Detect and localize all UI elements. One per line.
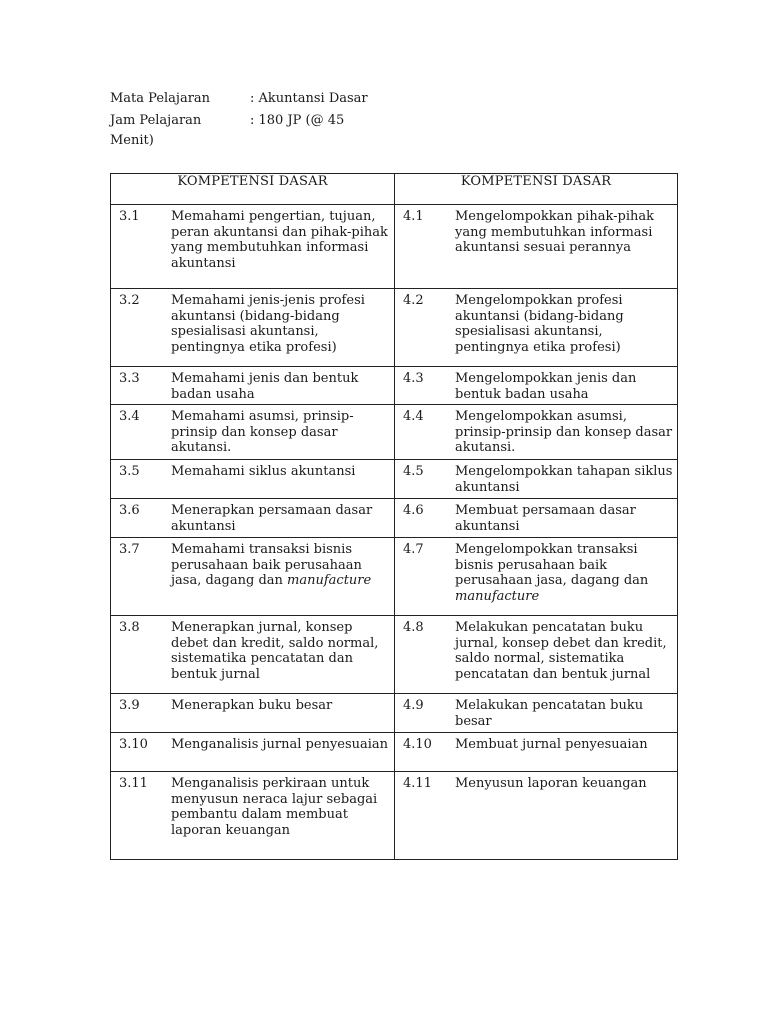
- col-header-right: KOMPETENSI DASAR: [395, 174, 678, 205]
- table-body: [111, 205, 678, 860]
- table-row: [111, 460, 678, 499]
- kd3-number: 3.1: [119, 209, 140, 224]
- kd4-number: 4.8: [403, 620, 424, 635]
- hours-value: : 180 JP (@ 45: [250, 113, 345, 128]
- kd4-text-block: [455, 776, 673, 792]
- kd3-text-block: [171, 293, 390, 355]
- table-row: [111, 367, 678, 405]
- kd3-cell: [111, 733, 395, 772]
- kd4-text: Mengelompokkan transaksi bisnis perusahaan baik perusahaan jasa, dagang dan: [455, 542, 649, 588]
- kd3-cell: [111, 289, 395, 367]
- kd4-text: Mengelompokkan profesi akuntansi (bidang-bidang spesialisasi akuntansi, pentingnya etika profesi): [455, 293, 624, 355]
- kd4-number: 4.6: [403, 503, 424, 518]
- kd3-text: Memahami siklus akuntansi: [171, 464, 356, 479]
- kd3-text: Menerapkan buku besar: [171, 698, 333, 713]
- table-row: [111, 289, 678, 367]
- kd3-text: Menerapkan jurnal, konsep debet dan kredit, saldo normal, sistematika pencatatan dan bentuk jurnal: [171, 620, 379, 682]
- kd4-text: Mengelompokkan jenis dan bentuk badan usaha: [455, 371, 637, 402]
- kd4-text-block: [455, 620, 673, 682]
- kd4-text: Menyusun laporan keuangan: [455, 776, 647, 791]
- kd3-number: 3.3: [119, 371, 140, 386]
- kd3-text-block: [171, 776, 390, 838]
- col-header-left: KOMPETENSI DASAR: [111, 174, 395, 205]
- kd4-text-block: [455, 464, 673, 495]
- kd4-cell: [395, 694, 678, 733]
- kd3-cell: [111, 616, 395, 694]
- kd4-text: Melakukan pencatatan buku jurnal, konsep debet dan kredit, saldo normal, sistematika pencatatan dan bentuk jurnal: [455, 620, 667, 682]
- kd4-text: Mengelompokkan asumsi, prinsip-prinsip dan konsep dasar akutansi.: [455, 409, 673, 455]
- kd3-text: Menganalisis jurnal penyesuaian: [171, 737, 389, 752]
- kd3-cell: [111, 405, 395, 460]
- kd4-text-block: [455, 542, 673, 604]
- subject-label: Mata Pelajaran: [110, 91, 211, 106]
- kd3-text-block: [171, 698, 390, 714]
- kd4-cell: [395, 772, 678, 860]
- table-header-row: [111, 174, 678, 205]
- kd4-cell: [395, 616, 678, 694]
- kd4-text-block: [455, 737, 673, 753]
- kd3-cell: [111, 205, 395, 289]
- kd4-cell: [395, 460, 678, 499]
- kd4-text-block: [455, 371, 673, 402]
- kd4-text: Melakukan pencatatan buku besar: [455, 698, 644, 729]
- kd3-cell: [111, 772, 395, 860]
- kd4-number: 4.11: [403, 776, 432, 791]
- kd3-number: 3.11: [119, 776, 148, 791]
- kd3-cell: [111, 694, 395, 733]
- kd4-text-block: [455, 503, 673, 534]
- kd3-text-block: [171, 542, 390, 589]
- kd3-text-block: [171, 464, 390, 480]
- kd3-text-block: [171, 503, 390, 534]
- kd4-cell: [395, 538, 678, 616]
- kd4-cell: [395, 367, 678, 405]
- table-row: [111, 538, 678, 616]
- kd3-text-block: [171, 209, 390, 271]
- kd4-number: 4.1: [403, 209, 424, 224]
- hours-value-continued: Menit): [110, 133, 154, 148]
- document-header: [110, 91, 410, 149]
- kd4-text-block: [455, 409, 673, 456]
- kd4-cell: [395, 733, 678, 772]
- kd3-number: 3.2: [119, 293, 140, 308]
- table-row: [111, 499, 678, 538]
- hours-row: [110, 113, 410, 135]
- kd3-number: 3.7: [119, 542, 140, 557]
- kd3-text: Memahami transaksi bisnis perusahaan baik perusahaan jasa, dagang dan: [171, 542, 362, 588]
- kd3-number: 3.6: [119, 503, 140, 518]
- kd3-cell: [111, 367, 395, 405]
- table-row: [111, 205, 678, 289]
- kd3-cell: [111, 460, 395, 499]
- kd3-text: Memahami asumsi, prinsip-prinsip dan konsep dasar akutansi.: [171, 409, 354, 455]
- kd4-italic-term: manufacture: [455, 588, 540, 604]
- table-row: [111, 772, 678, 860]
- kd4-cell: [395, 405, 678, 460]
- kd3-text: Menerapkan persamaan dasar akuntansi: [171, 503, 373, 534]
- kd3-italic-term: manufacture: [287, 573, 372, 588]
- kd4-text-block: [455, 293, 673, 355]
- kd3-text-block: [171, 620, 390, 682]
- kd3-number: 3.9: [119, 698, 140, 713]
- kd3-number: 3.5: [119, 464, 140, 479]
- kd4-text-block: [455, 209, 673, 256]
- kd4-text: Membuat jurnal penyesuaian: [455, 737, 648, 752]
- kd4-number: 4.7: [403, 542, 424, 557]
- kd3-number: 3.8: [119, 620, 140, 635]
- kd3-text: Memahami jenis dan bentuk badan usaha: [171, 371, 359, 402]
- kd4-text-block: [455, 698, 673, 729]
- kd4-number: 4.2: [403, 293, 424, 308]
- kd3-cell: [111, 538, 395, 616]
- competency-table: [110, 173, 678, 860]
- kd3-number: 3.10: [119, 737, 148, 752]
- subject-value: : Akuntansi Dasar: [250, 91, 368, 106]
- table-row: [111, 405, 678, 460]
- kd4-number: 4.10: [403, 737, 432, 752]
- kd3-text: Menganalisis perkiraan untuk menyusun neraca lajur sebagai pembantu dalam membuat laporan keuangan: [171, 776, 378, 838]
- kd4-text: Mengelompokkan tahapan siklus akuntansi: [455, 464, 673, 495]
- kd4-number: 4.4: [403, 409, 424, 424]
- kd3-number: 3.4: [119, 409, 140, 424]
- kd3-text-block: [171, 737, 390, 753]
- kd4-number: 4.5: [403, 464, 424, 479]
- kd3-text: Memahami pengertian, tujuan, peran akuntansi dan pihak-pihak yang membutuhkan informasi akuntansi: [171, 209, 388, 271]
- subject-row: [110, 91, 410, 113]
- kd3-text: Memahami jenis-jenis profesi akuntansi (bidang-bidang spesialisasi akuntansi, pentingnya etika profesi): [171, 293, 365, 355]
- kd4-cell: [395, 205, 678, 289]
- kd4-text: Membuat persamaan dasar akuntansi: [455, 503, 636, 534]
- kd4-number: 4.3: [403, 371, 424, 386]
- table-row: [111, 616, 678, 694]
- hours-label: Jam Pelajaran: [110, 113, 202, 128]
- table-row: [111, 733, 678, 772]
- kd4-cell: [395, 499, 678, 538]
- kd4-text: Mengelompokkan pihak-pihak yang membutuhkan informasi akuntansi sesuai perannya: [455, 209, 654, 255]
- table-row: [111, 694, 678, 733]
- kd3-text-block: [171, 371, 390, 402]
- kd3-text-block: [171, 409, 390, 456]
- kd4-cell: [395, 289, 678, 367]
- kd3-cell: [111, 499, 395, 538]
- kd4-number: 4.9: [403, 698, 424, 713]
